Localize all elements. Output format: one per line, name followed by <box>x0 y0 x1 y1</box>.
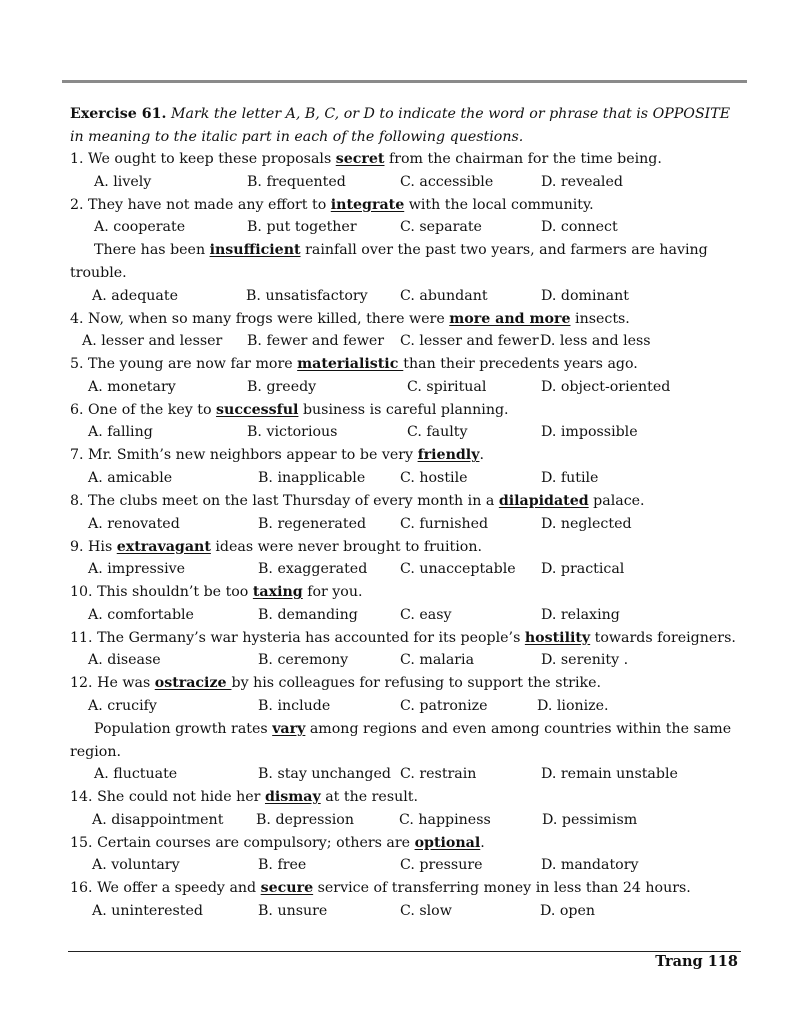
question-text <box>70 239 742 284</box>
question-tail: towards foreigners. <box>590 629 736 646</box>
answer-options <box>70 809 742 832</box>
answer-options <box>70 421 742 444</box>
answer-option-a: A. amicable <box>88 469 173 486</box>
answer-option-c: C. pressure <box>400 857 483 874</box>
question-keyword: dilapidated <box>498 492 589 509</box>
question-text <box>70 194 742 217</box>
question-keyword: vary <box>272 720 306 737</box>
question-text <box>70 353 742 376</box>
question-tail: business is careful planning. <box>298 401 509 418</box>
answer-option-d: D. serenity . <box>541 652 629 669</box>
answer-option-d: D. neglected <box>541 515 632 532</box>
question-item <box>70 832 742 878</box>
exercise-instruction: Mark the letter A, B, C, or D to indicate the word or phrase that is OPPOSITE in meaning to the italic part in each of the following questions. <box>70 106 731 145</box>
question-text <box>70 148 742 171</box>
question-item <box>70 148 742 194</box>
question-keyword: optional <box>414 834 481 851</box>
answer-options <box>70 216 742 239</box>
question-item <box>70 786 742 832</box>
question-tail: at the result. <box>320 789 418 806</box>
answer-option-d: D. pessimism <box>542 811 638 828</box>
question-item <box>70 444 742 490</box>
answer-options <box>70 649 742 672</box>
question-item <box>70 239 742 307</box>
question-tail: among regions and even among countries within the same region. <box>70 720 732 760</box>
answer-option-d: D. mandatory <box>541 857 639 874</box>
question-item <box>70 353 742 399</box>
question-item <box>70 877 742 923</box>
answer-option-c: C. restrain <box>400 766 477 783</box>
answer-options <box>70 900 742 923</box>
answer-options <box>70 330 742 353</box>
answer-option-b: B. depression <box>256 811 354 828</box>
question-stem: 2. They have not made any effort to <box>70 196 331 213</box>
answer-option-d: D. impossible <box>541 424 638 441</box>
question-text <box>70 490 742 513</box>
answer-options <box>70 604 742 627</box>
answer-option-c: C. malaria <box>400 652 475 669</box>
question-stem: 1. We ought to keep these proposals <box>70 151 336 168</box>
question-tail: by his colleagues for refusing to support the strike. <box>231 675 601 692</box>
question-item <box>70 536 742 582</box>
question-stem: 11. The Germany’s war hysteria has accounted for its people’s <box>70 629 525 646</box>
answer-option-c: C. furnished <box>400 515 489 532</box>
question-text <box>70 718 742 763</box>
answer-option-b: B. free <box>258 857 307 874</box>
exercise-heading <box>70 103 742 148</box>
answer-option-a: A. lively <box>94 173 152 190</box>
answer-option-c: C. patronize <box>400 697 488 714</box>
answer-option-b: B. exaggerated <box>258 561 368 578</box>
answer-option-b: B. include <box>258 697 331 714</box>
question-text <box>70 786 742 809</box>
answer-option-d: D. dominant <box>541 287 629 304</box>
answer-option-a: A. renovated <box>88 515 180 532</box>
answer-option-c: C. separate <box>400 219 482 236</box>
answer-option-d: D. less and less <box>540 333 651 350</box>
question-stem: Population growth rates <box>94 720 273 737</box>
answer-option-b: B. greedy <box>247 378 317 395</box>
answer-options <box>70 558 742 581</box>
answer-option-c: C. abundant <box>400 287 488 304</box>
question-stem: 9. His <box>70 538 117 555</box>
question-keyword: hostility <box>524 629 591 646</box>
answer-option-d: D. revealed <box>541 173 623 190</box>
answer-option-a: A. lesser and lesser <box>82 333 223 350</box>
question-tail: rainfall over the past two years, and farmers are having trouble. <box>70 242 708 281</box>
question-keyword: more and more <box>449 310 571 327</box>
answer-options <box>70 467 742 490</box>
question-keyword: extravagant <box>116 538 211 555</box>
answer-option-d: D. object-oriented <box>541 378 671 395</box>
answer-options <box>70 763 742 786</box>
answer-option-d: D. relaxing <box>541 606 620 623</box>
question-item <box>70 308 742 354</box>
answer-option-c: C. unacceptable <box>400 561 516 578</box>
question-stem: 6. One of the key to <box>70 401 217 418</box>
question-tail: from the chairman for the time being. <box>384 151 662 168</box>
answer-option-a: A. impressive <box>88 561 186 578</box>
question-stem: 12. He was <box>70 675 155 692</box>
question-keyword: successful <box>216 401 299 418</box>
question-keyword: ostracize <box>154 675 232 692</box>
answer-option-c: C. slow <box>400 902 452 919</box>
question-item <box>70 194 742 240</box>
answer-option-a: A. comfortable <box>88 606 194 623</box>
answer-option-a: A. falling <box>88 424 153 441</box>
question-tail: with the local community. <box>404 196 594 213</box>
answer-option-a: A. monetary <box>88 378 176 395</box>
question-item <box>70 718 742 786</box>
question-tail: for you. <box>302 584 363 601</box>
question-stem: 5. The young are now far more <box>70 356 298 373</box>
answer-option-b: B. put together <box>247 219 357 236</box>
question-keyword: secret <box>335 151 385 168</box>
answer-option-a: A. crucify <box>88 697 157 714</box>
exercise-content <box>70 103 742 923</box>
question-item <box>70 672 742 718</box>
question-text <box>70 399 742 422</box>
answer-option-a: A. voluntary <box>92 857 180 874</box>
answer-options <box>70 376 742 399</box>
answer-option-d: D. remain unstable <box>541 766 678 783</box>
question-keyword: friendly <box>417 447 480 464</box>
page-number: Trang 118 <box>655 953 738 970</box>
answer-options <box>70 854 742 877</box>
answer-option-c: C. hostile <box>400 469 468 486</box>
question-keyword: insufficient <box>209 242 301 259</box>
answer-option-c: C. easy <box>400 606 452 623</box>
answer-option-c: C. spiritual <box>407 378 487 395</box>
question-tail: . <box>480 834 485 851</box>
answer-option-c: C. accessible <box>400 173 494 190</box>
answer-option-b: B. frequented <box>247 173 346 190</box>
answer-option-b: B. unsure <box>258 902 328 919</box>
question-keyword: taxing <box>252 584 303 601</box>
question-text <box>70 444 742 467</box>
answer-option-d: D. practical <box>541 561 625 578</box>
question-tail: palace. <box>588 492 645 509</box>
question-tail: service of transferring money in less than 24 hours. <box>313 880 691 897</box>
question-text <box>70 581 742 604</box>
question-keyword: integrate <box>330 196 405 213</box>
answer-option-b: B. inapplicable <box>258 469 366 486</box>
question-stem: 14. She could not hide her <box>70 789 265 806</box>
answer-options <box>70 171 742 194</box>
answer-option-b: B. victorious <box>247 424 338 441</box>
answer-option-b: B. unsatisfactory <box>246 287 368 304</box>
question-text <box>70 832 742 855</box>
question-keyword: secure <box>260 880 314 897</box>
question-text <box>70 536 742 559</box>
question-tail: insects. <box>570 310 630 327</box>
question-text <box>70 877 742 900</box>
bottom-rule <box>68 951 741 952</box>
answer-option-a: A. fluctuate <box>94 766 178 783</box>
answer-option-b: B. demanding <box>258 606 358 623</box>
question-stem: 16. We offer a speedy and <box>70 880 261 897</box>
answer-options <box>70 513 742 536</box>
question-item <box>70 490 742 536</box>
answer-option-a: A. uninterested <box>92 902 203 919</box>
question-item <box>70 581 742 627</box>
question-text <box>70 627 742 650</box>
question-stem: 7. Mr. Smith’s new neighbors appear to be very <box>70 447 418 464</box>
question-stem: There has been <box>94 242 210 259</box>
answer-option-b: B. stay unchanged <box>258 766 391 783</box>
exercise-label: Exercise 61. <box>70 106 167 122</box>
answer-option-c: C. lesser and fewer <box>400 333 539 350</box>
question-list <box>70 148 742 923</box>
question-tail: than their precedents years ago. <box>403 356 638 373</box>
answer-option-a: A. disappointment <box>92 811 224 828</box>
question-keyword: materialistic <box>297 356 404 373</box>
answer-options <box>70 695 742 718</box>
answer-option-b: B. regenerated <box>258 515 367 532</box>
question-text <box>70 672 742 695</box>
answer-option-a: A. disease <box>88 652 161 669</box>
answer-option-c: C. happiness <box>399 811 491 828</box>
question-keyword: dismay <box>264 789 321 806</box>
answer-option-b: B. ceremony <box>258 652 349 669</box>
answer-option-d: D. futile <box>541 469 599 486</box>
answer-options <box>70 285 742 308</box>
answer-option-a: A. cooperate <box>94 219 186 236</box>
answer-option-d: D. connect <box>541 219 618 236</box>
question-item <box>70 627 742 673</box>
answer-option-d: D. open <box>540 902 596 919</box>
answer-option-c: C. faulty <box>407 424 468 441</box>
question-text <box>70 308 742 331</box>
question-stem: 15. Certain courses are compulsory; others are <box>70 834 415 851</box>
question-stem: 4. Now, when so many frogs were killed, there were <box>70 310 450 327</box>
answer-option-a: A. adequate <box>92 287 178 304</box>
answer-option-d: D. lionize. <box>537 697 609 714</box>
question-item <box>70 399 742 445</box>
answer-option-b: B. fewer and fewer <box>247 333 385 350</box>
question-tail: ideas were never brought to fruition. <box>210 538 482 555</box>
question-stem: 10. This shouldn’t be too <box>70 584 253 601</box>
question-tail: . <box>479 447 484 464</box>
question-stem: 8. The clubs meet on the last Thursday of every month in a <box>70 492 499 509</box>
top-rule <box>62 80 747 83</box>
